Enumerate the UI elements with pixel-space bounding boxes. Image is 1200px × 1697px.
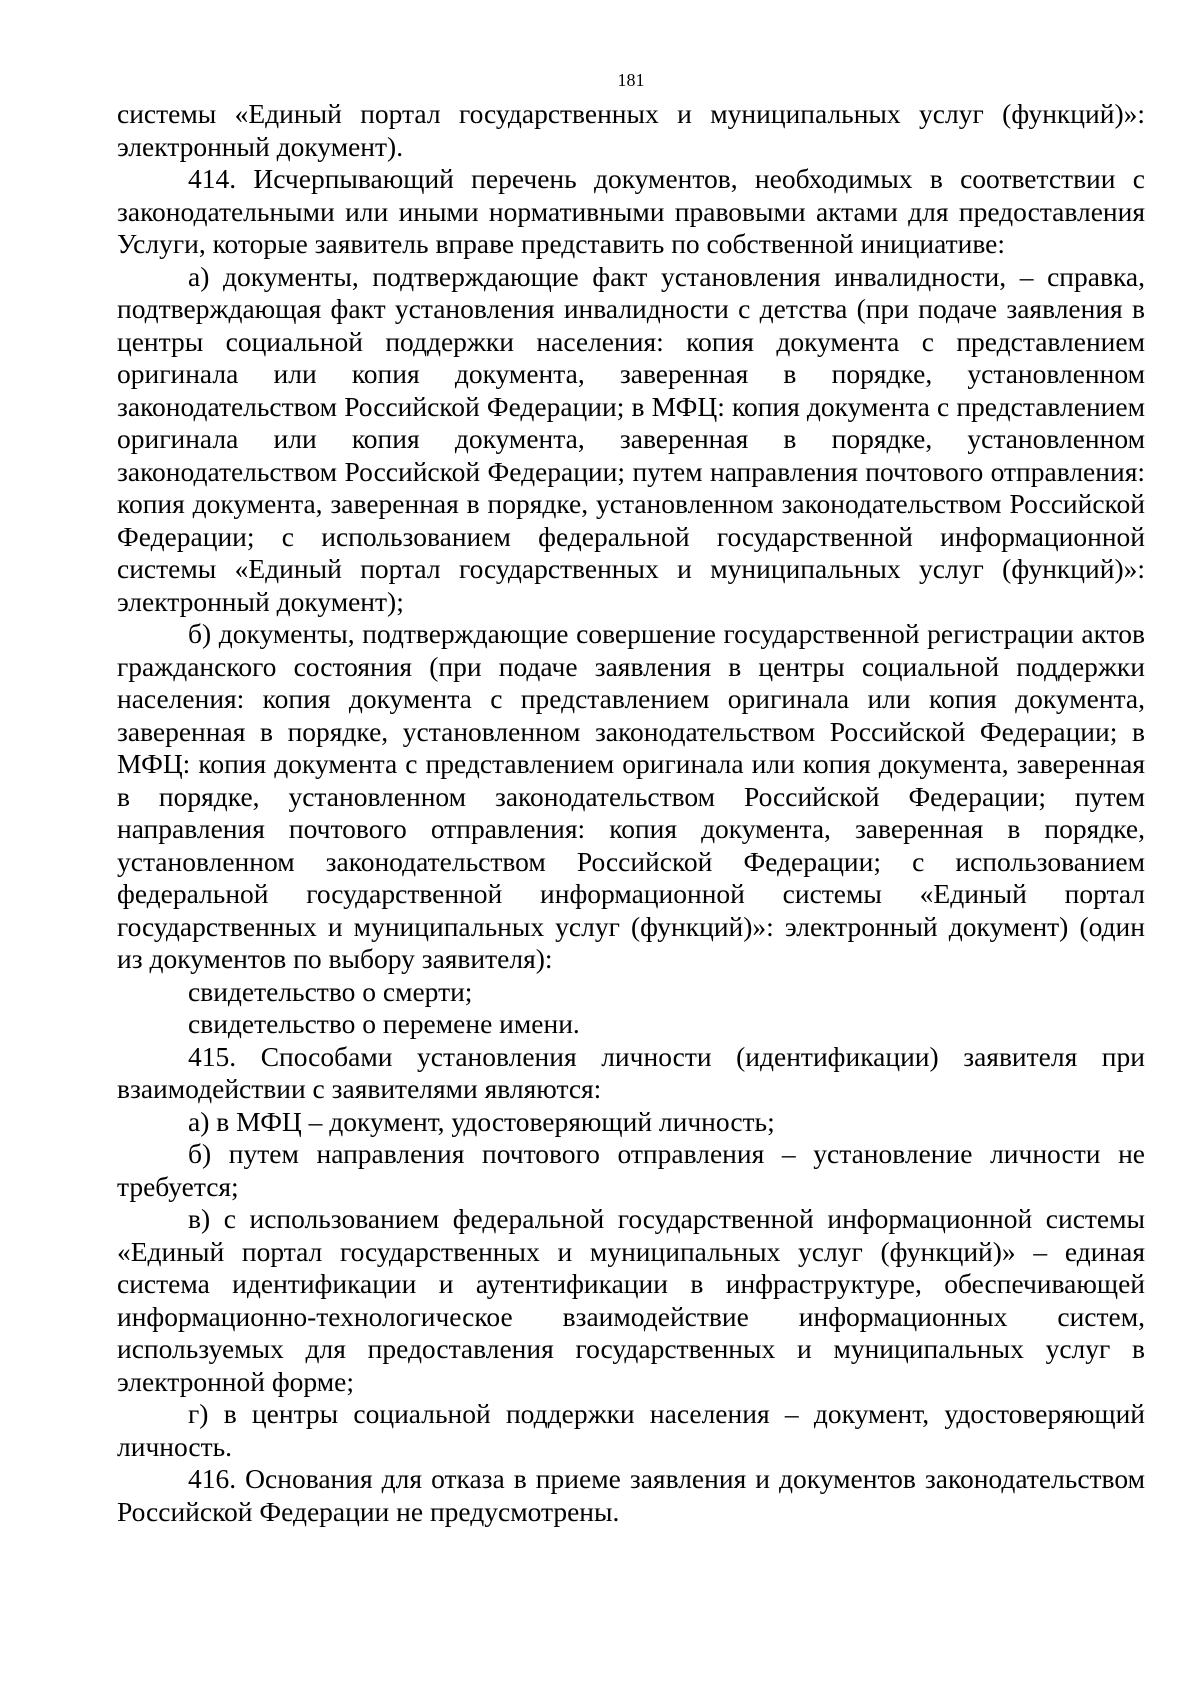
paragraph: свидетельство о перемене имени. [188,1008,580,1039]
paragraph: 414. Исчерпывающий перечень документов, необходимых в соответствии с законодательными или иными нормативными правовыми актами для предоставления Услуги, которые заявитель вправе представить по собственной инициативе: [117,163,1145,259]
paragraph: г) в центры социальной поддержки населения – документ, удостоверяющий личность. [117,1398,1145,1462]
paragraph: 416. Основания для отказа в приеме заявления и документов законодательством Российской Федерации не предусмотрены. [117,1463,1145,1527]
paragraph: системы «Единый портал государственных и муниципальных услуг (функций)»: электронный документ). [117,98,1145,162]
document-body [117,98,1145,1528]
paragraph: в) с использованием федеральной государственной информационной системы «Единый портал государственных и муниципальных услуг (функций)» – единая система идентификации и аутентификации в инфраструктуре, обеспечивающей информационно-технологическое взаимодействие информационных систем, используемых для предоставления государственных и муниципальных услуг в электронной форме; [117,1203,1145,1397]
page-number: 181 [617,70,645,90]
paragraph: б) путем направления почтового отправления – установление личности не требуется; [117,1138,1145,1202]
paragraph: а) в МФЦ – документ, удостоверяющий личность; [188,1105,775,1137]
paragraph: б) документы, подтверждающие совершение государственной регистрации актов гражданского состояния (при подаче заявления в центры социальной поддержки населения: копия документа с представлением оригинала или копия документа, заверенная в порядке, установленном законодательством Российской Федерации; в МФЦ: копия документа с представлением оригинала или копия документа, заверенная в порядке, установленном законодательством Российской Федерации; путем направления почтового отправления: копия документа, заверенная в порядке, установленном законодательством Российской Федерации; с использованием федеральной государственной информационной системы «Единый портал государственных и муниципальных услуг (функций)»: электронный документ) (один из документов по выбору заявителя): [117,618,1145,974]
paragraph: свидетельство о смерти; [188,975,473,1007]
paragraph: а) документы, подтверждающие факт установления инвалидности, – справка, подтверждающая факт установления инвалидности с детства (при подаче заявления в центры социальной поддержки населения: копия документа с представлением оригинала или копия документа, заверенная в порядке, установленном законодательством Российской Федерации; в МФЦ: копия документа с представлением оригинала или копия документа, заверенная в порядке, установленном законодательством Российской Федерации; путем направления почтового отправления: копия документа, заверенная в порядке, установленном законодательством Российской Федерации; с использованием федеральной государственной информационной системы «Единый портал государственных и муниципальных услуг (функций)»: электронный документ); [117,260,1145,617]
paragraph: 415. Способами установления личности (идентификации) заявителя при взаимодействии с заявителями являются: [117,1040,1145,1104]
